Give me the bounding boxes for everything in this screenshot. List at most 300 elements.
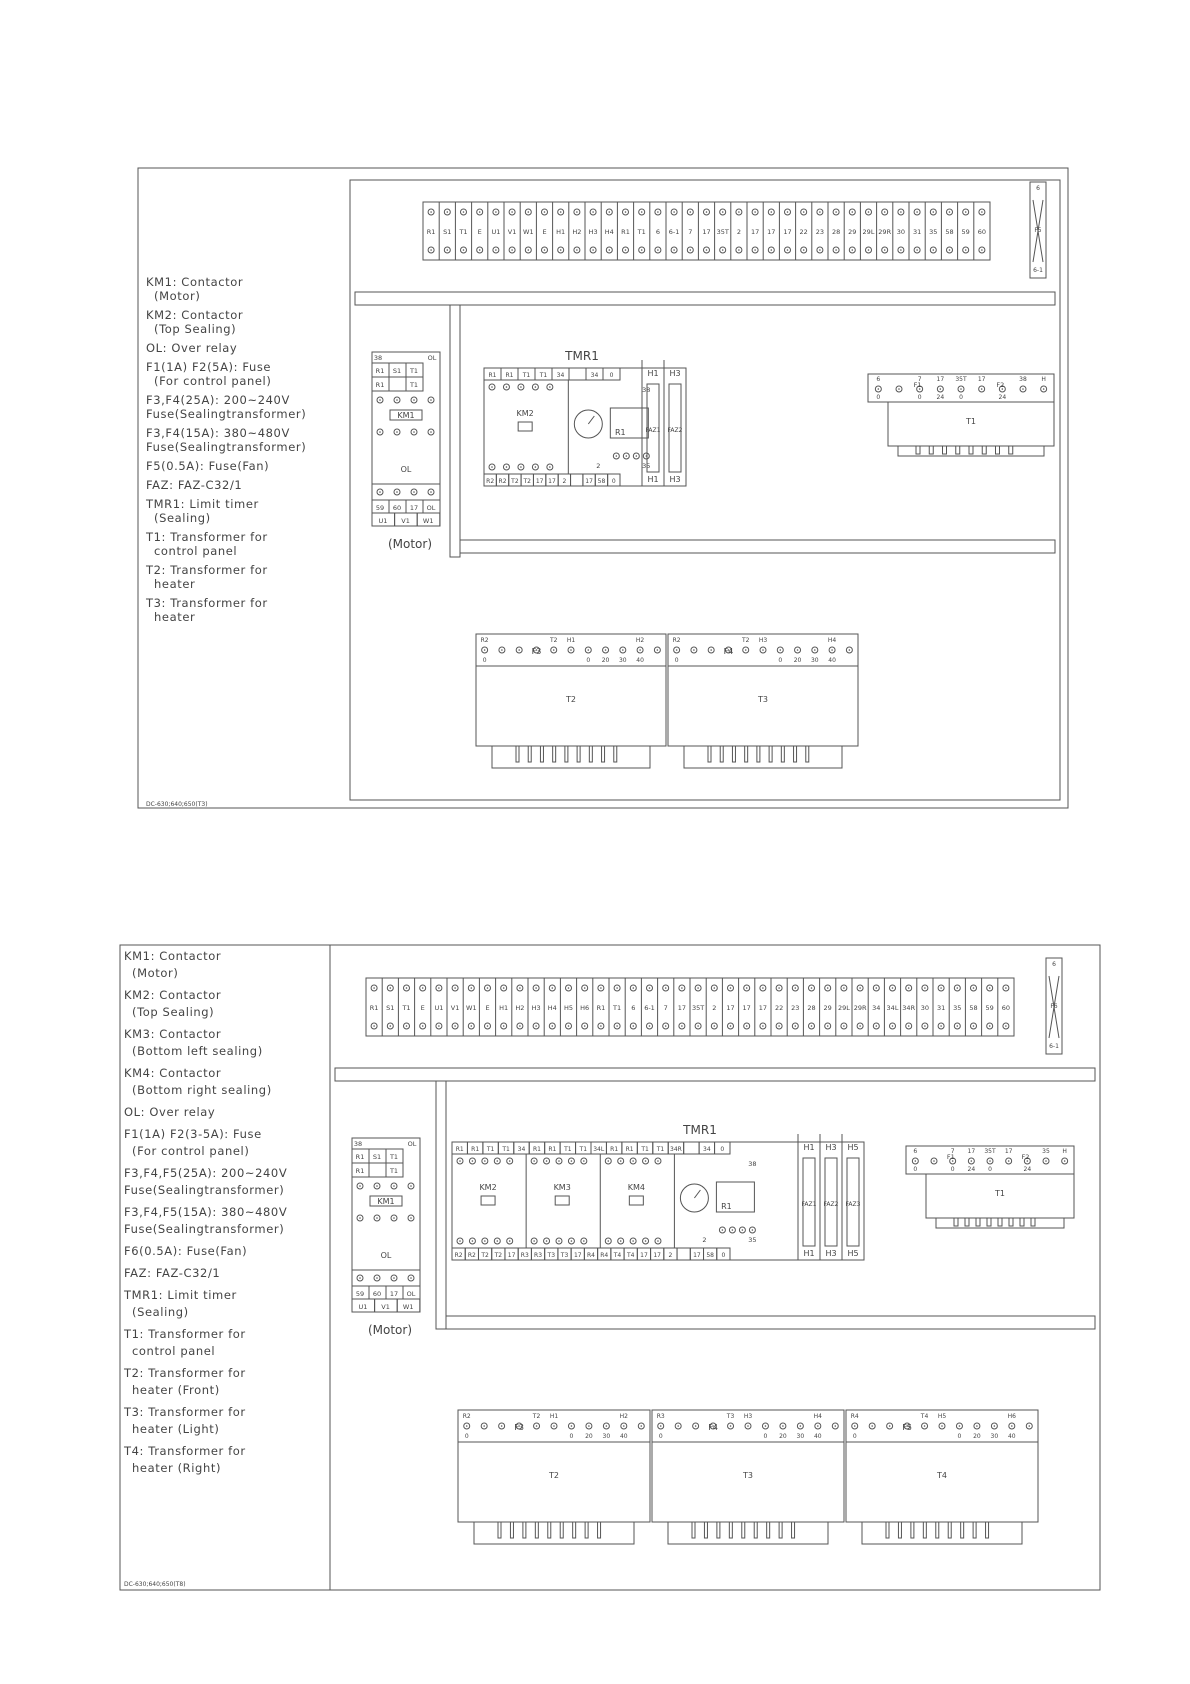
- transformer-tap: 0: [658, 1433, 663, 1440]
- terminal-label: 35: [929, 228, 938, 236]
- heatsink-fin: [745, 746, 748, 762]
- km1-terminal: R1: [355, 1167, 365, 1175]
- tmr-terminal: T1: [656, 1146, 665, 1153]
- screw-center: [410, 1277, 412, 1279]
- terminal-label: 2: [712, 1004, 717, 1012]
- t1-terminal: 17: [936, 376, 945, 383]
- terminal-label: 7: [663, 1004, 668, 1012]
- screw-center: [454, 1025, 456, 1027]
- faz-label: FAZ2: [823, 1201, 839, 1208]
- screw-center: [620, 1160, 622, 1162]
- transformer-core: [652, 1442, 844, 1522]
- transformer-core: [476, 666, 666, 746]
- screw-center: [544, 211, 546, 213]
- screw-center: [843, 987, 845, 989]
- terminal-label: 17: [783, 228, 792, 236]
- screw-center: [884, 249, 886, 251]
- terminal-label: 17: [758, 1004, 768, 1012]
- tmr-terminal: 17: [585, 478, 593, 485]
- tmr-label: 2: [702, 1236, 707, 1244]
- screw-center: [552, 987, 554, 989]
- tmr-terminal: R1: [625, 1146, 634, 1153]
- screw-center: [430, 211, 432, 213]
- terminal-label: 22: [799, 228, 808, 236]
- screw-center: [625, 249, 627, 251]
- overload-relay-label: OL: [400, 465, 412, 474]
- t1-terminal: 17: [967, 1148, 976, 1155]
- screw-center: [892, 1025, 894, 1027]
- tmr-terminal: T2: [511, 478, 519, 485]
- tmr1-block: [484, 349, 686, 486]
- heatsink-fin: [898, 1522, 901, 1538]
- heatsink-fin: [1020, 1218, 1024, 1226]
- faz-label: FAZ3: [845, 1201, 861, 1208]
- screw-center: [463, 249, 465, 251]
- t1-label: T1: [995, 1189, 1005, 1198]
- heatsink-fin: [729, 1522, 732, 1538]
- terminal-label: R1: [621, 228, 630, 236]
- km1-label: OL: [427, 354, 437, 362]
- terminal-label: 35T: [716, 228, 729, 236]
- legend-line: F3,F4(25A): 200~240V: [146, 393, 290, 407]
- transformer-terminal: H2: [619, 1413, 628, 1420]
- km1-terminal: 17: [389, 1290, 399, 1298]
- screw-center: [657, 1160, 659, 1162]
- fuse-label: F6: [1050, 1003, 1058, 1010]
- screw-center: [933, 211, 935, 213]
- transformer-core: [668, 666, 858, 746]
- legend-line: KM1: Contactor: [124, 949, 222, 963]
- legend-line: KM1: Contactor: [146, 275, 244, 289]
- screw-center: [1028, 1425, 1030, 1427]
- heatsink-fin: [585, 1522, 588, 1538]
- screw-center: [673, 211, 675, 213]
- tmr-terminal: 34: [556, 372, 565, 379]
- screw-center: [949, 249, 951, 251]
- screw-center: [742, 1229, 744, 1231]
- screw-center: [973, 987, 975, 989]
- t1-value: 0: [917, 394, 922, 401]
- km1-label: 38: [373, 354, 383, 362]
- tmr-terminal: R3: [520, 1252, 529, 1259]
- terminal-label: 31: [936, 1004, 946, 1012]
- km1-contactor: [372, 352, 440, 551]
- screw-center: [396, 431, 398, 433]
- legend-line: Fuse(Sealingtransformer): [146, 407, 307, 421]
- heatsink-fin: [602, 746, 605, 762]
- terminal-label: H5: [563, 1004, 574, 1012]
- screw-center: [859, 1025, 861, 1027]
- screw-center: [430, 249, 432, 251]
- screw-center: [496, 1160, 498, 1162]
- screw-center: [878, 388, 880, 390]
- heatsink-fin: [553, 746, 556, 762]
- screw-center: [889, 1425, 891, 1427]
- tmr-terminal: T2: [494, 1252, 503, 1259]
- screw-center: [558, 1160, 560, 1162]
- screw-center: [745, 649, 747, 651]
- screw-center: [746, 1025, 748, 1027]
- screw-center: [1008, 1160, 1010, 1162]
- screw-center: [459, 1240, 461, 1242]
- legend-line: F3,F4,F5(25A): 200~240V: [124, 1166, 288, 1180]
- screw-center: [607, 1160, 609, 1162]
- tmr-label: 38: [642, 386, 651, 394]
- tmr-terminal: 34: [517, 1146, 526, 1153]
- screw-center: [681, 1025, 683, 1027]
- transformer-tap: 0: [852, 1433, 857, 1440]
- din-rail-top: [355, 292, 1055, 305]
- heatsink-fin: [886, 1522, 889, 1538]
- tmr-terminal: R4: [587, 1252, 595, 1259]
- t1-label: T1: [966, 417, 976, 426]
- t1-value: 24: [967, 1166, 976, 1173]
- transformer-terminal: H5: [937, 1413, 947, 1420]
- screw-center: [730, 1425, 732, 1427]
- screw-center: [535, 466, 537, 468]
- t1-value: 24: [998, 394, 1007, 401]
- screw-center: [657, 649, 659, 651]
- screw-center: [754, 249, 756, 251]
- legend-line: F5(0.5A): Fuse(Fan): [146, 459, 270, 473]
- screw-center: [645, 1240, 647, 1242]
- tmr-terminal: R1: [455, 1146, 464, 1153]
- km1-terminal: R1: [375, 367, 385, 375]
- tmr-label: 35: [748, 1236, 757, 1244]
- tmr-terminal: R1: [548, 1146, 557, 1153]
- screw-center: [732, 1229, 734, 1231]
- terminal-label: H3: [531, 1004, 541, 1012]
- heatsink-fin: [911, 1522, 914, 1538]
- legend-line: T3: Transformer for: [124, 1405, 246, 1419]
- km1-terminal: 17: [409, 504, 419, 512]
- screw-center: [639, 649, 641, 651]
- screw-center: [690, 249, 692, 251]
- terminal-label: 23: [815, 228, 825, 236]
- screw-center: [495, 249, 497, 251]
- legend-line: Fuse(Sealingtransformer): [124, 1183, 285, 1197]
- heatsink-fin: [598, 1522, 601, 1538]
- legend-line: F1(1A) F2(5A): Fuse: [146, 360, 272, 374]
- screw-center: [496, 1240, 498, 1242]
- screw-center: [831, 649, 833, 651]
- heatsink-fin: [986, 1522, 989, 1538]
- t1-terminal: H: [1041, 376, 1046, 383]
- transformer-tap: 0: [957, 1433, 962, 1440]
- tmr-label: 2: [596, 462, 601, 470]
- terminal-label: 29R: [878, 228, 892, 236]
- screw-center: [916, 211, 918, 213]
- tmr-terminal: T4: [613, 1252, 622, 1259]
- screw-center: [754, 211, 756, 213]
- screw-center: [583, 1160, 585, 1162]
- t1-value: 0: [913, 1166, 918, 1173]
- transformer-tap: 30: [602, 1433, 611, 1440]
- terminal-label: 6: [631, 1004, 636, 1012]
- screw-center: [645, 1160, 647, 1162]
- tmr-terminal: 0: [721, 1252, 726, 1259]
- screw-center: [359, 1277, 361, 1279]
- screw-center: [587, 649, 589, 651]
- breaker-label: H1: [647, 475, 659, 484]
- screw-center: [681, 987, 683, 989]
- transformer-tap: 20: [585, 1433, 593, 1440]
- heatsink-fin: [717, 1522, 720, 1538]
- screw-center: [571, 1240, 573, 1242]
- fuse-label: F4: [708, 1423, 718, 1432]
- heatsink-fin: [692, 1522, 695, 1538]
- screw-center: [657, 1240, 659, 1242]
- screw-center: [957, 987, 959, 989]
- screw-center: [536, 1425, 538, 1427]
- breaker-label: H1: [647, 369, 659, 378]
- tmr-terminal: 34R: [670, 1146, 682, 1153]
- screw-center: [511, 249, 513, 251]
- screw-center: [706, 249, 708, 251]
- screw-center: [503, 987, 505, 989]
- screw-center: [359, 1185, 361, 1187]
- screw-center: [924, 1025, 926, 1027]
- relay-label: KM3: [553, 1183, 571, 1192]
- km1-terminal: OL: [426, 504, 436, 512]
- km1-terminal: 59: [375, 504, 385, 512]
- screw-center: [447, 249, 449, 251]
- screw-center: [981, 249, 983, 251]
- terminal-label: 34R: [902, 1004, 916, 1012]
- screw-center: [558, 1240, 560, 1242]
- screw-center: [584, 987, 586, 989]
- terminal-label: 6-1: [644, 1004, 655, 1012]
- heatsink-fin: [1009, 446, 1013, 454]
- t1-value: 0: [950, 1166, 955, 1173]
- heatsink-fin: [961, 1522, 964, 1538]
- breaker-label: H3: [669, 475, 681, 484]
- timer-relay-label: R1: [614, 428, 626, 437]
- km1-terminal: R1: [355, 1153, 365, 1161]
- screw-center: [584, 1025, 586, 1027]
- heatsink-fin: [540, 746, 543, 762]
- heatsink-fin: [976, 1218, 980, 1226]
- screw-center: [762, 649, 764, 651]
- screw-center: [677, 1425, 679, 1427]
- legend-line: (Motor): [132, 966, 179, 980]
- wire-duct-horizontal: [446, 1316, 1095, 1329]
- terminal-label: T1: [459, 228, 468, 236]
- screw-center: [484, 1160, 486, 1162]
- screw-center: [981, 211, 983, 213]
- screw-center: [576, 211, 578, 213]
- screw-center: [571, 1160, 573, 1162]
- heatsink-fin: [956, 446, 960, 454]
- breaker-label: H1: [803, 1249, 815, 1258]
- tmr-terminal: 17: [653, 1252, 662, 1259]
- terminal-label: 17: [726, 1004, 735, 1012]
- t1-transformer: [906, 1146, 1074, 1228]
- tmr-terminal: 0: [720, 1146, 725, 1153]
- legend-line: Fuse(Sealingtransformer): [124, 1222, 285, 1236]
- screw-center: [989, 1160, 991, 1162]
- screw-center: [430, 431, 432, 433]
- km1-name: KM1: [397, 411, 415, 420]
- screw-center: [506, 466, 508, 468]
- screw-center: [657, 211, 659, 213]
- screw-center: [373, 987, 375, 989]
- terminal-label: 2: [736, 228, 741, 236]
- motor-terminal: W1: [402, 1303, 414, 1311]
- heatsink-fin: [954, 1218, 958, 1226]
- transformer-terminal: H1: [549, 1413, 559, 1420]
- legend-line: T3: Transformer for: [146, 596, 268, 610]
- din-rail-top: [335, 1068, 1095, 1081]
- screw-center: [994, 1425, 996, 1427]
- legend-line: T2: Transformer for: [124, 1366, 246, 1380]
- screw-center: [722, 249, 724, 251]
- legend-line: heater (Front): [132, 1383, 220, 1397]
- legend-line: TMR1: Limit timer: [124, 1288, 237, 1302]
- screw-center: [819, 211, 821, 213]
- terminal-label: 29L: [837, 1004, 850, 1012]
- terminal-label: 59: [961, 228, 970, 236]
- fuse-terminal-label: 6: [1036, 185, 1040, 192]
- km1-label: OL: [407, 1140, 417, 1148]
- terminal-label: 60: [977, 228, 987, 236]
- screw-center: [533, 1240, 535, 1242]
- screw-center: [908, 987, 910, 989]
- breaker-label: H5: [847, 1143, 859, 1152]
- screw-center: [393, 1277, 395, 1279]
- screw-center: [876, 987, 878, 989]
- screw-center: [518, 649, 520, 651]
- tmr-terminal: 17: [693, 1252, 701, 1259]
- t1-terminal: 6: [876, 376, 881, 383]
- t1-value: 24: [1023, 1166, 1032, 1173]
- heatsink-fin: [704, 1522, 707, 1538]
- transformer-terminal: H2: [635, 637, 645, 644]
- heater-transformer-t3: [652, 1410, 844, 1544]
- fuse-label: F4: [723, 647, 734, 656]
- screw-center: [568, 987, 570, 989]
- transformer-tap: 0: [482, 657, 487, 664]
- screw-center: [592, 249, 594, 251]
- transformer-terminal: H3: [758, 637, 768, 644]
- legend-line: F6(0.5A): Fuse(Fan): [124, 1244, 248, 1258]
- screw-center: [834, 1425, 836, 1427]
- screw-center: [693, 649, 695, 651]
- screw-center: [600, 987, 602, 989]
- t1-value: 0: [988, 1166, 992, 1173]
- screw-center: [714, 1025, 716, 1027]
- km1-terminal: T1: [409, 367, 419, 375]
- screw-center: [795, 1025, 797, 1027]
- terminal-label: E: [542, 228, 547, 236]
- screw-center: [506, 386, 508, 388]
- tmr-terminal: R1: [505, 372, 514, 379]
- screw-center: [487, 987, 489, 989]
- transformer-tap: 30: [618, 657, 627, 664]
- screw-center: [503, 1025, 505, 1027]
- breaker-label: H3: [825, 1143, 837, 1152]
- screw-center: [495, 211, 497, 213]
- legend-line: (Sealing): [154, 511, 211, 525]
- screw-center: [971, 1160, 973, 1162]
- transformer-tap: 40: [1007, 1433, 1016, 1440]
- heatsink-fin: [528, 746, 531, 762]
- screw-center: [940, 1025, 942, 1027]
- screw-center: [535, 1025, 537, 1027]
- heatsink-fin: [929, 446, 933, 454]
- terminal-label: 7: [688, 228, 693, 236]
- screw-center: [1043, 388, 1045, 390]
- terminal-label: H2: [572, 228, 582, 236]
- legend-line: heater: [154, 577, 196, 591]
- terminal-label: 34: [872, 1004, 881, 1012]
- heatsink-fin: [767, 1522, 770, 1538]
- terminal-label: 29L: [862, 228, 875, 236]
- screw-center: [738, 249, 740, 251]
- terminal-label: 58: [969, 1004, 978, 1012]
- screw-center: [898, 388, 900, 390]
- screw-center: [819, 249, 821, 251]
- relay-label: KM2: [516, 409, 534, 418]
- t1-terminal: 17: [1004, 1148, 1013, 1155]
- legend-line: (Motor): [154, 289, 201, 303]
- terminal-label: E: [420, 1004, 425, 1012]
- tmr-terminal: 2: [562, 478, 567, 485]
- screw-center: [430, 491, 432, 493]
- km1-contactor: [352, 1138, 420, 1337]
- screw-center: [641, 249, 643, 251]
- screw-center: [782, 1425, 784, 1427]
- heatsink-fin: [523, 1522, 526, 1538]
- screw-center: [1005, 1025, 1007, 1027]
- screw-center: [447, 211, 449, 213]
- screw-center: [519, 987, 521, 989]
- tmr-terminal: T2: [523, 478, 532, 485]
- screw-center: [376, 1185, 378, 1187]
- screw-center: [471, 1025, 473, 1027]
- terminal-label: S1: [443, 228, 452, 236]
- transformer-label: T2: [566, 695, 576, 704]
- tmr-terminal: R4: [600, 1252, 609, 1259]
- screw-center: [710, 649, 712, 651]
- screw-center: [422, 1025, 424, 1027]
- terminal-label: 22: [774, 1004, 784, 1012]
- km1-label: 38: [353, 1140, 363, 1148]
- screw-center: [549, 386, 551, 388]
- tmr-terminal: 34L: [593, 1146, 605, 1153]
- km1-terminal: T1: [409, 381, 419, 389]
- motor-caption: (Motor): [367, 1323, 413, 1337]
- tmr-terminal: R1: [610, 1146, 619, 1153]
- heatsink-fin: [948, 1522, 951, 1538]
- tmr-label: 35: [642, 462, 651, 470]
- legend-line: F3,F4,F5(15A): 380~480V: [124, 1205, 288, 1219]
- legend-line: heater (Right): [132, 1461, 222, 1475]
- transformer-terminal: H4: [827, 637, 837, 644]
- heatsink-fin: [535, 1522, 538, 1538]
- transformer-tap: 40: [619, 1433, 628, 1440]
- screw-center: [535, 987, 537, 989]
- tmr1-title: TMR1: [683, 1123, 717, 1137]
- terminal-strip: [423, 202, 990, 260]
- screw-center: [900, 211, 902, 213]
- screw-center: [466, 1425, 468, 1427]
- screw-center: [854, 1425, 856, 1427]
- transformer-terminal: R2: [672, 637, 681, 644]
- legend-line: T4: Transformer for: [124, 1444, 246, 1458]
- terminal-label: H2: [515, 1004, 525, 1012]
- screw-center: [933, 249, 935, 251]
